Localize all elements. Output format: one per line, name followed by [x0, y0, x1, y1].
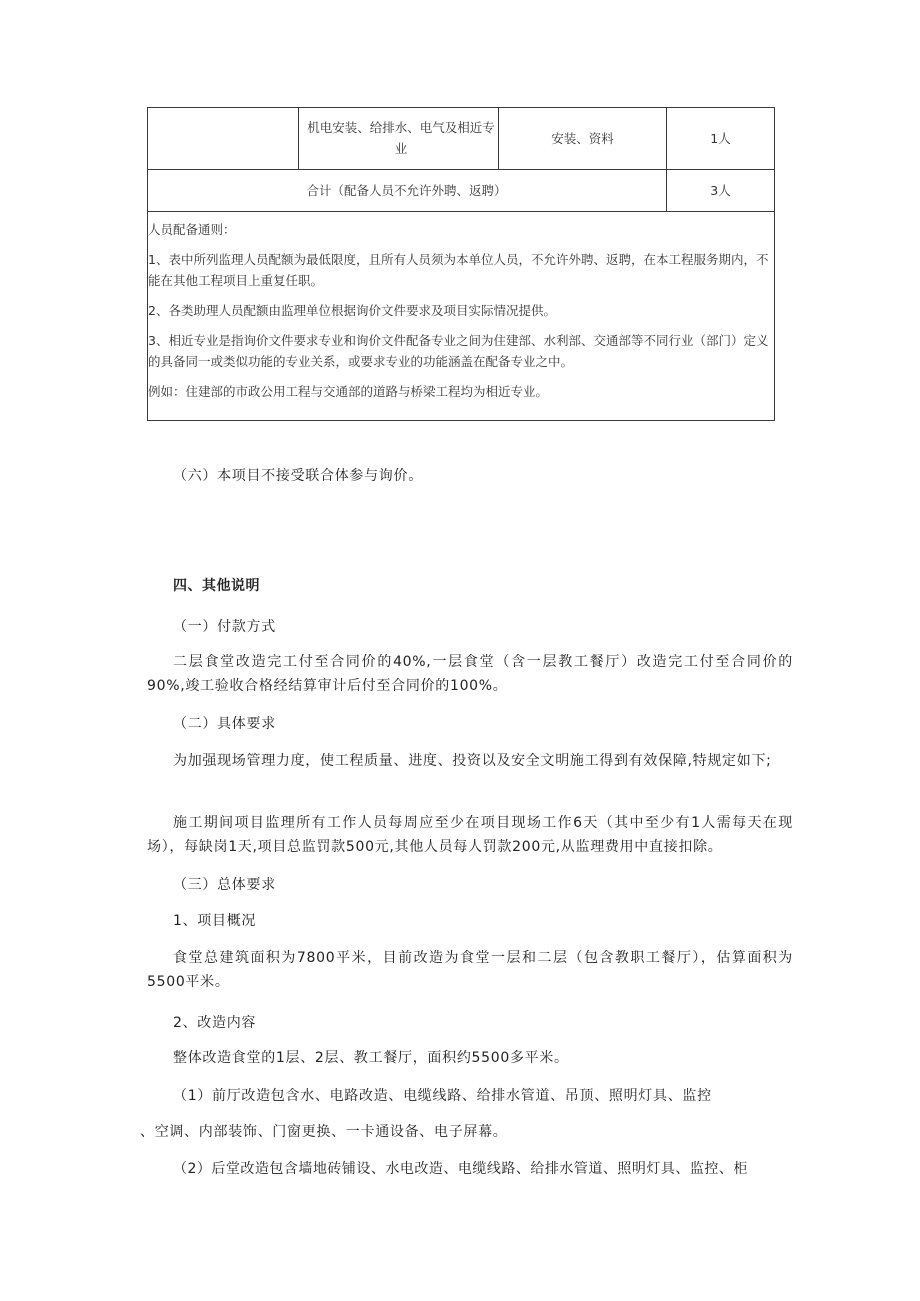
overall-requirements-heading: （三）总体要求 — [173, 877, 276, 893]
table-col-divider — [298, 107, 299, 169]
table-border-right — [774, 107, 775, 421]
back-kitchen-item: （2）后堂改造包含墙地砖铺设、水电改造、电缆线路、给排水管道、照明灯具、监控、柜 — [173, 1161, 748, 1177]
notes-item: 3、相近专业是指询价文件要求专业和询价文件配备专业之间为住建部、水利部、交通部等不同行业（部门）定义的具备同一或类似功能的专业关系，或要求专业的功能涵盖在配备专业之中。 — [148, 333, 769, 369]
payment-paragraph: 二层食堂改造完工付至合同价的40%,一层食堂（含一层教工餐厅）改造完工付至合同价的90%,竣工验收合格经结算审计后付至合同价的100%。 — [147, 654, 793, 694]
table-cell-duty: 安装、资料 — [551, 130, 614, 146]
table-total-label: 合计（配备人员不允许外聘、返聘） — [306, 182, 507, 198]
notes-title: 人员配备通则： — [148, 222, 236, 237]
front-hall-item-continued: 、空调、内部装饰、门窗更换、一卡通设备、电子屏幕。 — [140, 1124, 508, 1140]
staffing-table — [147, 107, 775, 421]
project-overview-heading: 1、项目概况 — [173, 913, 257, 929]
front-hall-item: （1）前厅改造包含水、电路改造、电缆线路、给排水管道、吊顶、照明灯具、监控 — [173, 1088, 712, 1104]
notes-item: 2、各类助理人员配额由监理单位根据询价文件要求及项目实际情况提供。 — [148, 303, 556, 318]
renovation-content-heading: 2、改造内容 — [173, 1015, 257, 1031]
renovation-content-paragraph: 整体改造食堂的1层、2层、教工餐厅，面积约5500多平米。 — [173, 1050, 569, 1066]
staffing-notes — [148, 219, 772, 402]
section-6-text: （六）本项目不接受联合体参与询价。 — [173, 468, 423, 484]
notes-item: 1、表中所列监理人员配额为最低限度，且所有人员须为本单位人员，不允许外聘、返聘，在本工程服务期内，不能在其他工程项目上重复任职。 — [148, 252, 769, 288]
specific-requirements-paragraph: 为加强现场管理力度，使工程质量、进度、投资以及安全文明施工得到有效保障,特规定如下; — [173, 753, 772, 769]
specific-requirements-heading: （二）具体要求 — [173, 716, 276, 732]
notes-item: 例如：住建部的市政公用工程与交通部的道路与桥梁工程均为相近专业。 — [148, 384, 549, 399]
other-notes-heading: 四、其他说明 — [173, 578, 260, 594]
attendance-paragraph: 施工期间项目监理所有工作人员每周应至少在项目现场工作6天（其中至少有1人需每天在现场），每缺岗1天,项目总监罚款500元,其他人员每人罚款200元,从监理费用中直接扣除。 — [147, 815, 793, 855]
table-row-divider — [147, 211, 775, 212]
project-overview-paragraph: 食堂总建筑面积为7800平米，目前改造为食堂一层和二层（包含教职工餐厅），估算面积为5500平米。 — [147, 950, 793, 990]
table-cell-count: 1人 — [710, 130, 731, 146]
payment-heading: （一）付款方式 — [173, 619, 276, 635]
table-border-bottom — [147, 420, 775, 421]
table-cell-specialty: 机电安装、给排水、电气及相近专业 — [307, 120, 495, 156]
table-total-count: 3人 — [710, 182, 731, 198]
